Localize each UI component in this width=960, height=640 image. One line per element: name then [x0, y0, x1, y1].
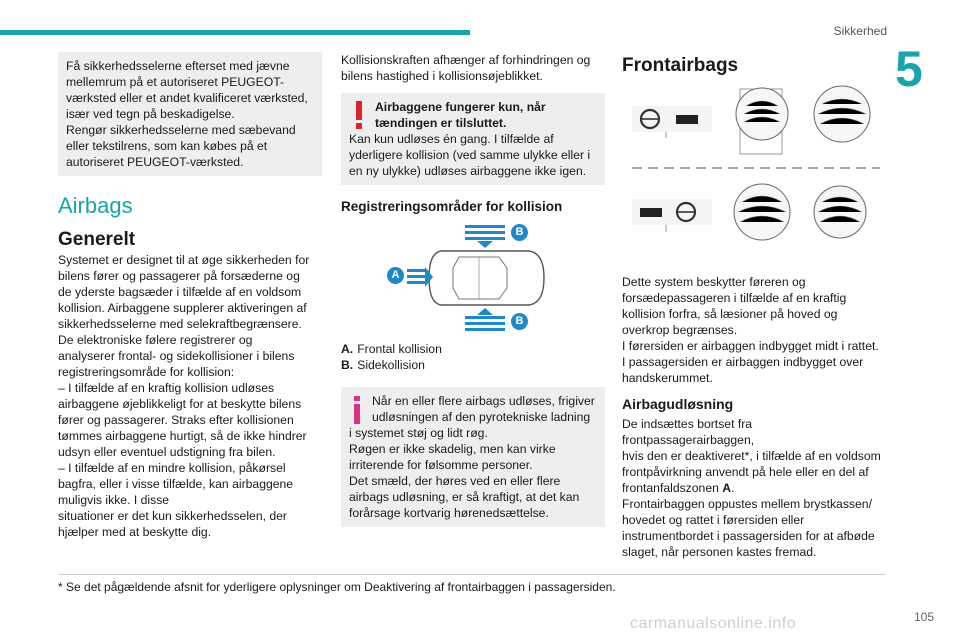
maintenance-note [58, 52, 322, 176]
section-title: Sikkerhed [833, 24, 887, 38]
column-2 [341, 52, 605, 527]
generelt-body: Systemet er designet til at øge sikkerheden for bilens fører og passagerer på forsæderne og de yderste bagsæder i tilfælde af en voldsom kollision. Airbaggene supplerer aktiveringen af sikkerhedsselerne med selekraftbegrænsere. De elektroniske følere registrerer og analyserer frontal- og sidekollisioner i bilens registreringsområde for kollision: – I tilfælde af en kraftig kollision udløses airbaggene øjeblikkeligt for at beskytte bilens fører og passagerer. Straks efter kollisionen tømmes airbaggene hurtigt, så de ikke hindrer udsyn eller eventuel udstigning fra bilen. – I tilfælde af en mindre kollision, påkørsel bagfra, eller i visse tilfælde, kan airbaggene muligvis ikke. I disse situationer er det kun sikkerhedsselen, der hjælper med at beskytte dig. [58, 253, 310, 539]
warning-body: Kan kun udløses én gang. I tilfælde af yderligere kollision (ved samme ulykke eller i en ny ulykke) udløses airbaggene ikke igen. [349, 132, 591, 178]
legend-key-b: B. [341, 358, 354, 372]
page-number: 105 [913, 610, 934, 624]
column-1 [58, 52, 322, 540]
column-3 [622, 52, 887, 560]
car-detection-diagram [379, 223, 549, 333]
legend-text-b: Sidekollision [357, 358, 425, 372]
chapter-number: 5 [895, 41, 923, 97]
warning-box [341, 93, 605, 185]
airbags-heading: Airbags [58, 193, 133, 218]
label-b-top-badge: B [511, 224, 528, 241]
frontairbags-body: Dette system beskytter føreren og forsædepassageren i tilfælde af en kraftig kollision forfra, så læsioner på hoved og overkrop begrænses. I førersiden er airbaggen indbygget midt i rattet. I passagersiden er airbaggen indbygget over handskerummet. [622, 275, 879, 385]
watermark: carmanualsonline.info [630, 615, 797, 632]
frontairbags-heading: Frontairbags [622, 55, 739, 76]
deployment-zone-label: A [722, 481, 732, 495]
maintenance-note-text: Få sikkerhedsselerne efterset med jævne mellemrum på et autoriseret PEUGEOT- værksted eller et andet kvalificeret værksted, især ved tegn på beskadigelse. Rengør sikkerhedsselerne med sæbevand eller tekstilrens, som kan købes på et autoriseret PEUGEOT-værksted. [66, 59, 308, 169]
warning-title: Airbaggene fungerer kun, når tændingen er tilsluttet. [375, 100, 546, 130]
legend-key-a: A. [341, 342, 354, 356]
airbag-deployment-heading: Airbagudløsning [622, 396, 734, 412]
info-body: i systemet støj og lidt røg. Røgen er ikke skadelig, men kan virke irriterende for følsomme personer. Det smæld, der høres ved en eller flere airbags udløsning, er så kraftigt, at det kan forårsage kortvarig hørenedsættelse. [349, 426, 580, 520]
label-b-bottom-badge: B [511, 313, 528, 330]
airbag-deployment-body [622, 416, 887, 560]
frontairbag-illustration [622, 84, 886, 262]
info-first-lines: Når en eller flere airbags udløses, frigiver udløsningen af den pyrotekniske ladning [372, 394, 595, 424]
legend-text-a: Frontal kollision [357, 342, 442, 356]
detection-zones-heading: Registreringsområder for kollision [341, 199, 563, 214]
airbag-diagram [622, 84, 886, 262]
exclamation-icon [353, 101, 365, 129]
header-accent-bar [0, 30, 470, 35]
label-a-badge: A [387, 267, 404, 284]
deployment-text-post: . Frontairbaggen oppustes mellem brystkassen/ hovedet og rattet i førersiden eller instrumentbordet i passagersiden for at afbøde slaget, når personen kastes fremad. [622, 481, 875, 559]
collision-intro: Kollisionskraften afhænger af forhindringen og bilens hastighed i kollisionsøjeblikket. [341, 53, 591, 83]
info-box [341, 387, 605, 527]
deployment-text-pre: De indsættes bortset fra frontpassagerairbaggen, hvis den er deaktiveret*, i tilfælde af en voldsom frontpåvirkning anvendt på hele eller en del af frontanfaldszonen [622, 417, 881, 495]
legend-item-b [341, 357, 605, 373]
footnote-divider [58, 574, 886, 575]
legend-item-a [341, 341, 605, 357]
info-icon [354, 396, 360, 424]
footnote: * Se det pågældende afsnit for yderligere oplysninger om Deaktivering af frontairbaggen i passagersiden. [58, 580, 616, 594]
generelt-heading: Generelt [58, 229, 136, 250]
